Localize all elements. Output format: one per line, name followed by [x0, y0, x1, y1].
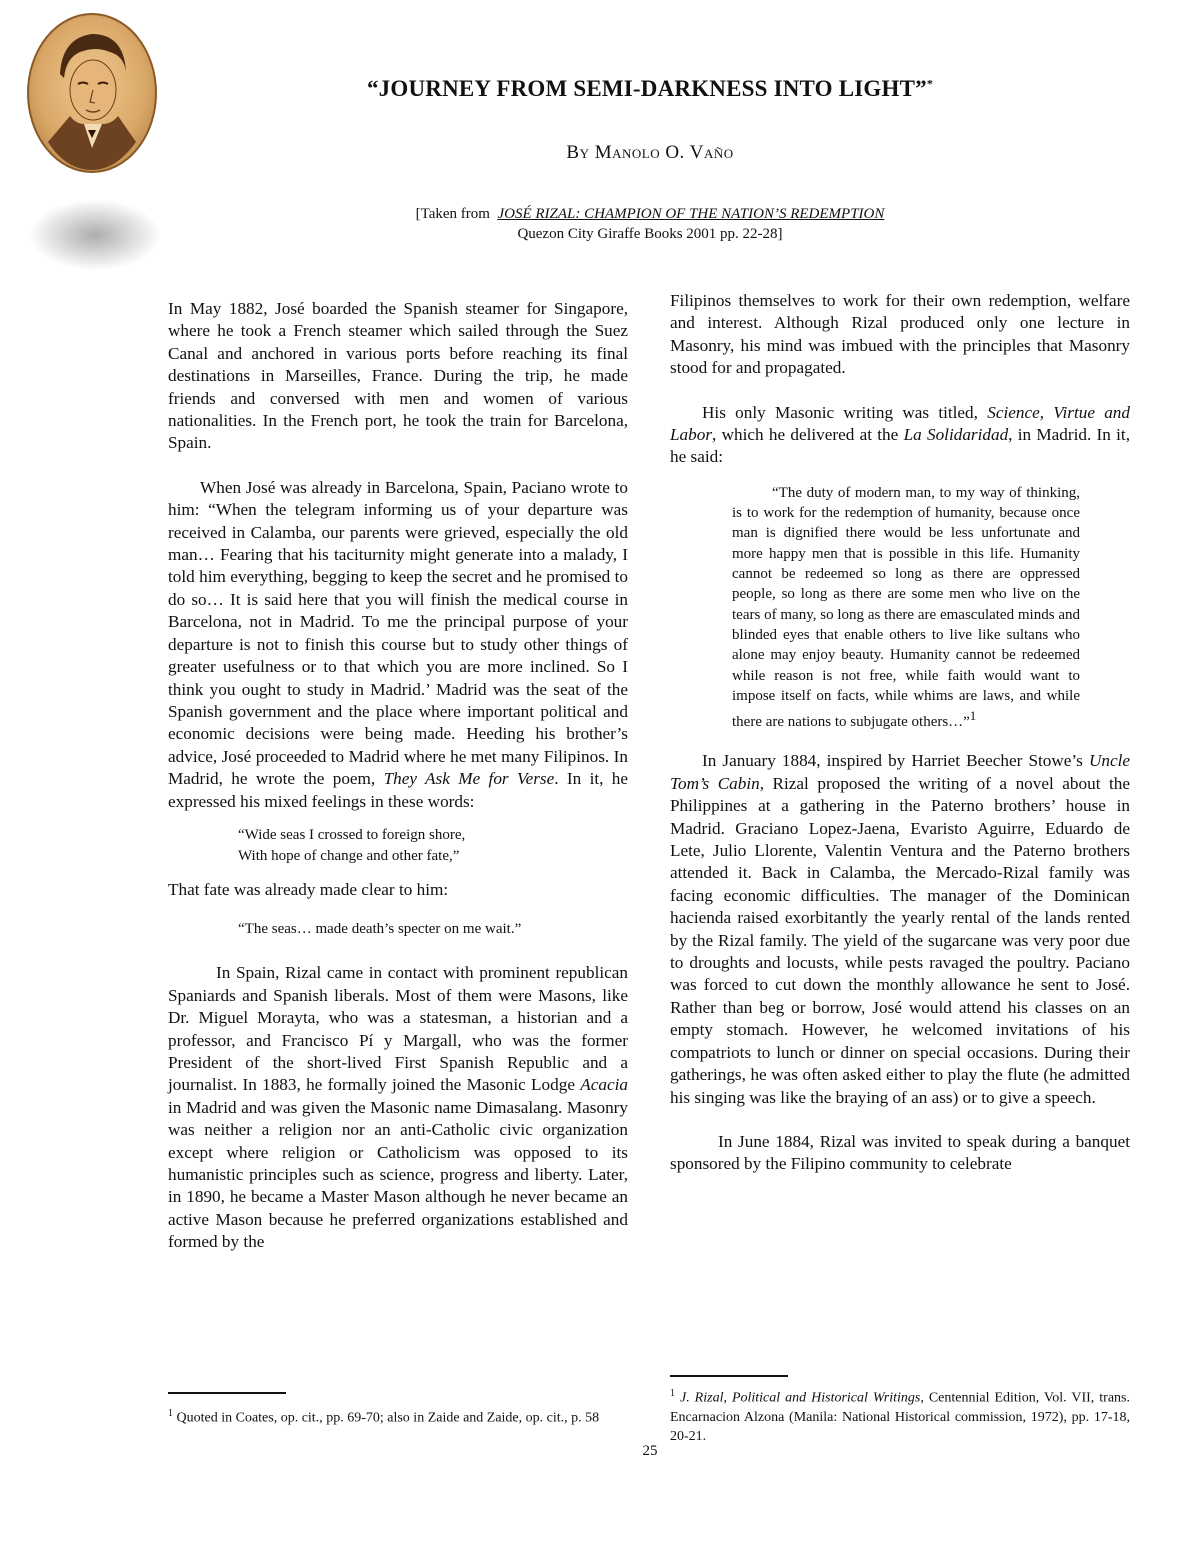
verse-quote: “The seas… made death’s specter on me wait.” — [238, 921, 522, 938]
paragraph: When José was already in Barcelona, Spain, Paciano wrote to him: “When the telegram informing us of your departure was received in Calamba, our parents were grieved, especially the old man… Fearing that his taciturnity might generate into a malady, I told him everything, begging to keep the secret and he promised to do so… It is said here that you will finish the medical course in Barcelona, not in Madrid. To me the principal purpose of your departure is not to finish this course but to study other things of greater usefulness or to that which you are more inclined. So I think you ought to study in Madrid.’ Madrid was the seat of the Spanish government and the place where important political and economic decisions were being made. Heeding his brother’s advice, José proceeded to Madrid where he met many Filipinos. In Madrid, he wrote the poem, They Ask Me for Verse. In it, he expressed his mixed feelings in these words: — [168, 477, 629, 811]
footnote-left: $^1$ Quoted in Coates, op. cit., pp. 69-70; also in Zaide and Zaide, op. cit., p. 58 — [168, 1408, 600, 1426]
paragraph: That fate was already made clear to him: — [168, 879, 449, 899]
left-column — [168, 298, 628, 1254]
right-column — [670, 290, 1130, 1176]
footnote-right: $^1$ J. Rizal, Political and Historical Writings, Centennial Edition, Vol. VII, trans. Encarnacion Alzona (Manila: National Historical commission, 1972), pp. 17-18, 20-21. — [670, 1388, 1130, 1444]
byline: By Manolo O. Vaño — [566, 142, 734, 163]
verse-quote: “Wide seas I crossed to foreign shore, With hope of change and other fate,” — [238, 826, 466, 864]
title-footnote-mark: * — [926, 76, 934, 91]
block-quote: “The duty of modern man, to my way of thinking, is to work for the redemption of humanity, because once man is dignified there would be less unfortunate and more happy men that is possible in this life. Humanity cannot be redeemed so long as there are oppressed people, so long as there are some men who live on the tears of many, so long as there are emasculated minds and blinded eyes that enable others to live like sultans who alone may enjoy beauty. Humanity cannot be redeemed while reason is not free, while faith would want to impose itself on facts, while whims are laws, and while there are nations to subjugate others…”$^1$ — [732, 484, 1080, 731]
paragraph: In January 1884, inspired by Harriet Beecher Stowe’s Uncle Tom’s Cabin, Rizal proposed the writing of a novel about the Philippines at a gathering in the Paterno brothers’ house in Madrid. Graciano Lopez-Jaena, Evaristo Aguirre, Eduardo de Lete, Julio Llorente, Valentin Ventura and the Paterno brothers attended it. Back in Calamba, the Mercado-Rizal family was facing economic difficulties. The manager of the Dominican hacienda raised exorbitantly the yearly rental of the lands rented by the Rizal family. The yield of the sugarcane was very poor due to droughts and locusts, while pests ravaged the poultry. Paciano was forced to cut down the monthly allowance he sent to José. Rather than beg or borrow, José would attend his classes on an empty stomach. However, he welcomed invitations of his compatriots to lunch or dinner on special occasions. During their gatherings, he was often asked either to play the flute (he admitted his singing was like the braying of an ass) or to give a speech. — [670, 751, 1130, 1107]
quote-footnote-ref: 1 — [969, 709, 977, 724]
portrait-shadow — [30, 200, 160, 270]
paragraph: In June 1884, Rizal was invited to speak during a banquet sponsored by the Filipino community to celebrate — [670, 1131, 1130, 1174]
page-number: 25 — [642, 1443, 658, 1459]
article-title: “JOURNEY FROM SEMI-DARKNESS INTO LIGHT”* — [366, 76, 934, 101]
source-citation: [Taken from JOSÉ RIZAL: CHAMPION OF THE NATION’S REDEMPTION Quezon City Giraffe Books 2001 pp. 22-28] — [415, 206, 885, 242]
paragraph: In May 1882, José boarded the Spanish steamer for Singapore, where he took a French steamer which sailed through the Suez Canal and anchored in various ports before reaching its final destinations in Marseilles, France. During the trip, he made friends and conversed with men and women of various nationalities. In the French port, he took the train for Barcelona, Spain. — [168, 299, 628, 453]
paragraph: Filipinos themselves to work for their own redemption, welfare and interest. Although Rizal produced only one lecture in Masonry, his mind was imbued with the principles that Masonry stood for and propagated. — [670, 291, 1130, 378]
source-book-title: JOSÉ RIZAL: CHAMPION OF THE NATION’S REDEMPTION — [497, 206, 885, 222]
paragraph: His only Masonic writing was titled, Science, Virtue and Labor, which he delivered at the La Solidaridad, in Madrid. In it, he said: — [670, 402, 1130, 467]
footnote-rule — [670, 1375, 788, 1377]
footnote-rule — [168, 1392, 286, 1394]
paragraph: In Spain, Rizal came in contact with prominent republican Spaniards and Spanish liberals. Most of them were Masons, like Dr. Miguel Morayta, who was a statesman, a historian and a professor, and Francisco Pí y Margall, who was the former President of the short-lived First Spanish Republic and a journalist. In 1883, he formally joined the Masonic Lodge Acacia in Madrid and was given the Masonic name Dimasalang. Masonry was neither a religion nor an anti-Catholic civic organization except where religion or Catholicism was opposed to its humanistic principles such as science, progress and liberty. Later, in 1890, he became a Master Mason although he never became an active Mason because he preferred organizations established and formed by the — [168, 963, 628, 1252]
author-portrait — [26, 12, 158, 174]
